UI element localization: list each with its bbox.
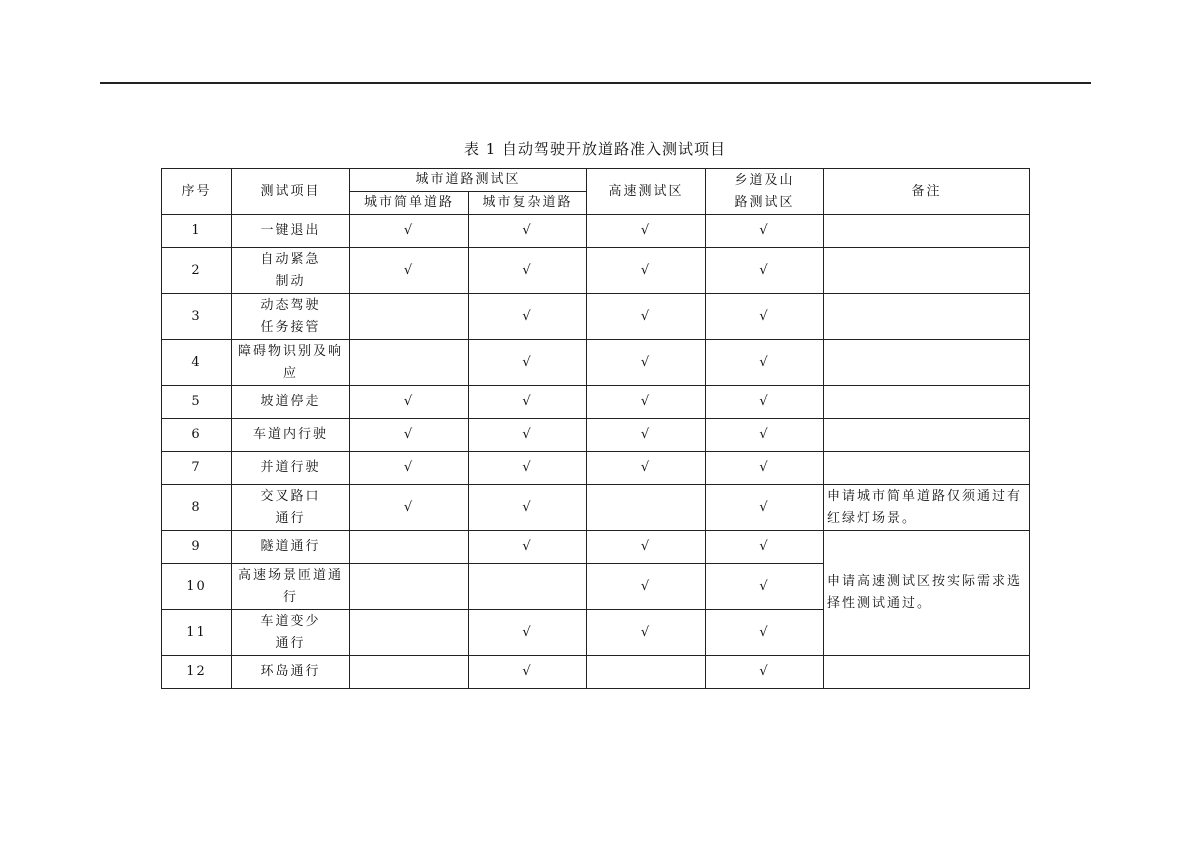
- check-rural: √: [706, 610, 824, 656]
- check-urban-simple: [350, 531, 469, 564]
- row-remark: [824, 294, 1030, 340]
- row-seq: 10: [162, 564, 232, 610]
- check-urban-complex: √: [469, 610, 587, 656]
- check-urban-simple: [350, 564, 469, 610]
- table-row: [162, 386, 1030, 419]
- row-item: 并道行驶: [232, 452, 350, 485]
- check-urban-complex: √: [469, 215, 587, 248]
- row-seq: 2: [162, 248, 232, 294]
- check-highway: √: [587, 531, 706, 564]
- row-remark: [824, 340, 1030, 386]
- check-urban-complex: [469, 564, 587, 610]
- check-urban-complex: √: [469, 531, 587, 564]
- check-urban-complex: √: [469, 485, 587, 531]
- header-highway: 高速测试区: [587, 169, 706, 215]
- row-seq: 8: [162, 485, 232, 531]
- check-highway: √: [587, 215, 706, 248]
- check-highway: √: [587, 610, 706, 656]
- row-seq: 1: [162, 215, 232, 248]
- row-item: 车道变少通行: [232, 610, 350, 656]
- header-remarks: 备注: [824, 169, 1030, 215]
- check-urban-complex: √: [469, 452, 587, 485]
- row-seq: 5: [162, 386, 232, 419]
- row-item: 隧道通行: [232, 531, 350, 564]
- header-row: [162, 169, 1030, 192]
- table-row: [162, 215, 1030, 248]
- check-urban-complex: √: [469, 386, 587, 419]
- check-highway: √: [587, 294, 706, 340]
- row-remark: 申请城市简单道路仅须通过有红绿灯场景。: [824, 485, 1030, 531]
- check-highway: √: [587, 564, 706, 610]
- row-seq: 3: [162, 294, 232, 340]
- check-rural: √: [706, 531, 824, 564]
- row-remark: 申请高速测试区按实际需求选择性测试通过。: [824, 531, 1030, 656]
- table-row: [162, 294, 1030, 340]
- row-remark: [824, 386, 1030, 419]
- check-highway: [587, 656, 706, 689]
- check-rural: √: [706, 419, 824, 452]
- row-item: 坡道停走: [232, 386, 350, 419]
- check-urban-simple: [350, 656, 469, 689]
- row-remark: [824, 419, 1030, 452]
- test-items-table: [161, 168, 1030, 689]
- check-highway: [587, 485, 706, 531]
- check-urban-complex: √: [469, 419, 587, 452]
- header-urban-group: 城市道路测试区: [350, 169, 587, 192]
- check-rural: √: [706, 485, 824, 531]
- check-urban-simple: [350, 610, 469, 656]
- table-title: 表 1 自动驾驶开放道路准入测试项目: [463, 140, 727, 158]
- row-item: 环岛通行: [232, 656, 350, 689]
- check-rural: √: [706, 294, 824, 340]
- check-urban-simple: [350, 340, 469, 386]
- check-rural: √: [706, 656, 824, 689]
- header-urban-simple: 城市简单道路: [350, 192, 469, 215]
- row-item: 交叉路口通行: [232, 485, 350, 531]
- check-urban-simple: [350, 294, 469, 340]
- check-rural: √: [706, 340, 824, 386]
- row-seq: 9: [162, 531, 232, 564]
- row-item: 障碍物识别及响应: [232, 340, 350, 386]
- row-item: 车道内行驶: [232, 419, 350, 452]
- check-urban-simple: √: [350, 386, 469, 419]
- check-rural: √: [706, 564, 824, 610]
- header-urban-complex: 城市复杂道路: [469, 192, 587, 215]
- table-row: [162, 656, 1030, 689]
- row-seq: 12: [162, 656, 232, 689]
- check-rural: √: [706, 386, 824, 419]
- row-remark: [824, 656, 1030, 689]
- check-urban-complex: √: [469, 294, 587, 340]
- table-row: [162, 248, 1030, 294]
- check-urban-complex: √: [469, 656, 587, 689]
- check-highway: √: [587, 419, 706, 452]
- row-seq: 6: [162, 419, 232, 452]
- check-rural: √: [706, 248, 824, 294]
- check-urban-simple: √: [350, 248, 469, 294]
- check-urban-simple: √: [350, 419, 469, 452]
- row-remark: [824, 215, 1030, 248]
- row-seq: 4: [162, 340, 232, 386]
- table-row: [162, 531, 1030, 564]
- check-urban-simple: √: [350, 452, 469, 485]
- row-seq: 7: [162, 452, 232, 485]
- row-remark: [824, 452, 1030, 485]
- row-seq: 11: [162, 610, 232, 656]
- check-highway: √: [587, 248, 706, 294]
- check-highway: √: [587, 340, 706, 386]
- table-row: [162, 485, 1030, 531]
- check-rural: √: [706, 215, 824, 248]
- row-item: 一键退出: [232, 215, 350, 248]
- check-urban-complex: √: [469, 340, 587, 386]
- check-rural: √: [706, 452, 824, 485]
- table-row: [162, 452, 1030, 485]
- header-rural: 乡道及山路测试区: [706, 169, 824, 215]
- check-highway: √: [587, 452, 706, 485]
- header-rule: [100, 82, 1091, 84]
- check-urban-complex: √: [469, 248, 587, 294]
- check-urban-simple: √: [350, 485, 469, 531]
- header-item: 测试项目: [232, 169, 350, 215]
- row-item: 高速场景匝道通行: [232, 564, 350, 610]
- row-item: 动态驾驶任务接管: [232, 294, 350, 340]
- check-highway: √: [587, 386, 706, 419]
- row-item: 自动紧急制动: [232, 248, 350, 294]
- row-remark: [824, 248, 1030, 294]
- check-urban-simple: √: [350, 215, 469, 248]
- header-seq: 序号: [162, 169, 232, 215]
- table-row: [162, 419, 1030, 452]
- table-row: [162, 340, 1030, 386]
